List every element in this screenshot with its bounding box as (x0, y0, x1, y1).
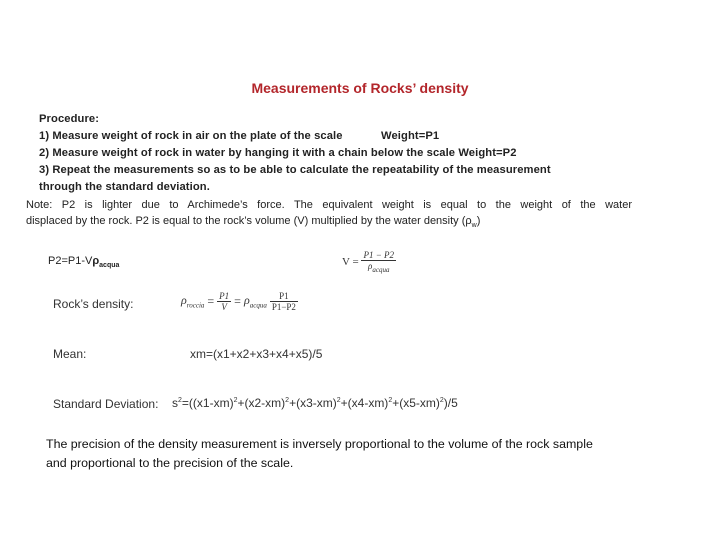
equation-v (342, 250, 396, 274)
mean-formula: xm=(x1+x2+x3+x4+x5)/5 (190, 347, 323, 361)
conclusion-line-1: The precision of the density measurement is inversely proportional to the volume of the rock sample (46, 437, 593, 451)
note-line-1: Note: P2 is lighter due to Archimede’s force. The equivalent weight is equal to the weight of the water (26, 199, 632, 211)
page-title: Measurements of Rocks’ density (251, 80, 469, 96)
procedure-step-2: 2) Measure weight of rock in water by hanging it with a chain below the scale Weight=P2 (39, 147, 517, 159)
fraction-denominator: V (217, 301, 231, 312)
fraction-denominator: P1−P2 (271, 302, 296, 312)
rho-symbol: ρ (368, 261, 373, 271)
fraction-numerator: P1 (279, 291, 289, 301)
note-line-2 (26, 215, 480, 229)
procedure-step-1 (39, 130, 439, 142)
equation-v-numerator: P1 − P2 (363, 250, 395, 260)
term-3: +(x3-xm) (289, 396, 337, 410)
equation-p2-left: P2=P1-V (48, 255, 93, 267)
procedure-step-3-line-2: through the standard deviation. (39, 181, 210, 193)
note-line-2-end: ) (476, 215, 481, 227)
s-symbol: s (172, 396, 178, 410)
equation-v-denominator (361, 260, 396, 274)
note-line-2-text: displaced by the rock. P2 is equal to the rock’s volume (V) multiplied by the water density (ρ (26, 215, 472, 227)
mean-label: Mean: (53, 347, 87, 361)
equation-v-lhs: V = (342, 255, 359, 268)
equals-sign: = (207, 294, 215, 308)
rock-density-label: Rock’s density: (53, 297, 134, 311)
term-4: +(x4-xm) (340, 396, 389, 410)
equation-v-fraction (361, 250, 396, 274)
procedure-heading: Procedure: (39, 113, 100, 125)
procedure-step-1-result: Weight=P1 (381, 130, 440, 142)
equation-p2 (48, 255, 119, 269)
rho-symbol: $\rho_{acqua}$ (243, 293, 267, 310)
density-fraction-1 (217, 291, 231, 312)
water-subscript: w (471, 222, 477, 230)
conclusion-line-2: and proportional to the precision of the scale. (46, 456, 294, 470)
formula-end: )/5 (443, 396, 458, 410)
fraction-numerator: P1 (219, 291, 230, 301)
rock-density-formula (181, 291, 298, 312)
procedure-step-1-text: 1) Measure weight of rock in air on the plate of the scale (39, 130, 343, 142)
term-5: +(x5-xm) (392, 396, 440, 410)
term-2: +(x2-xm) (237, 396, 286, 410)
term-1: =((x1-xm) (181, 396, 234, 410)
procedure-step-3-line-1: 3) Repeat the measurements so as to be able to calculate the repeatability of the measurement (39, 164, 551, 176)
std-dev-label: Standard Deviation: (53, 397, 159, 411)
acqua-subscript: acqua (99, 262, 120, 270)
std-dev-formula: $s^2=((x1-xm)^2+(x2-xm)^2+(x3-xm)^2+(x4-xm)^2+(x5-xm)^2)/5$ (172, 396, 458, 410)
density-fraction-2 (270, 291, 298, 312)
equals-sign: = (234, 294, 241, 308)
acqua-subscript: acqua (372, 265, 390, 274)
rho-symbol: ρ (92, 255, 100, 267)
square-exponent: 2 (178, 397, 182, 404)
rho-symbol: $\rho_{roccia}$ (181, 293, 205, 310)
